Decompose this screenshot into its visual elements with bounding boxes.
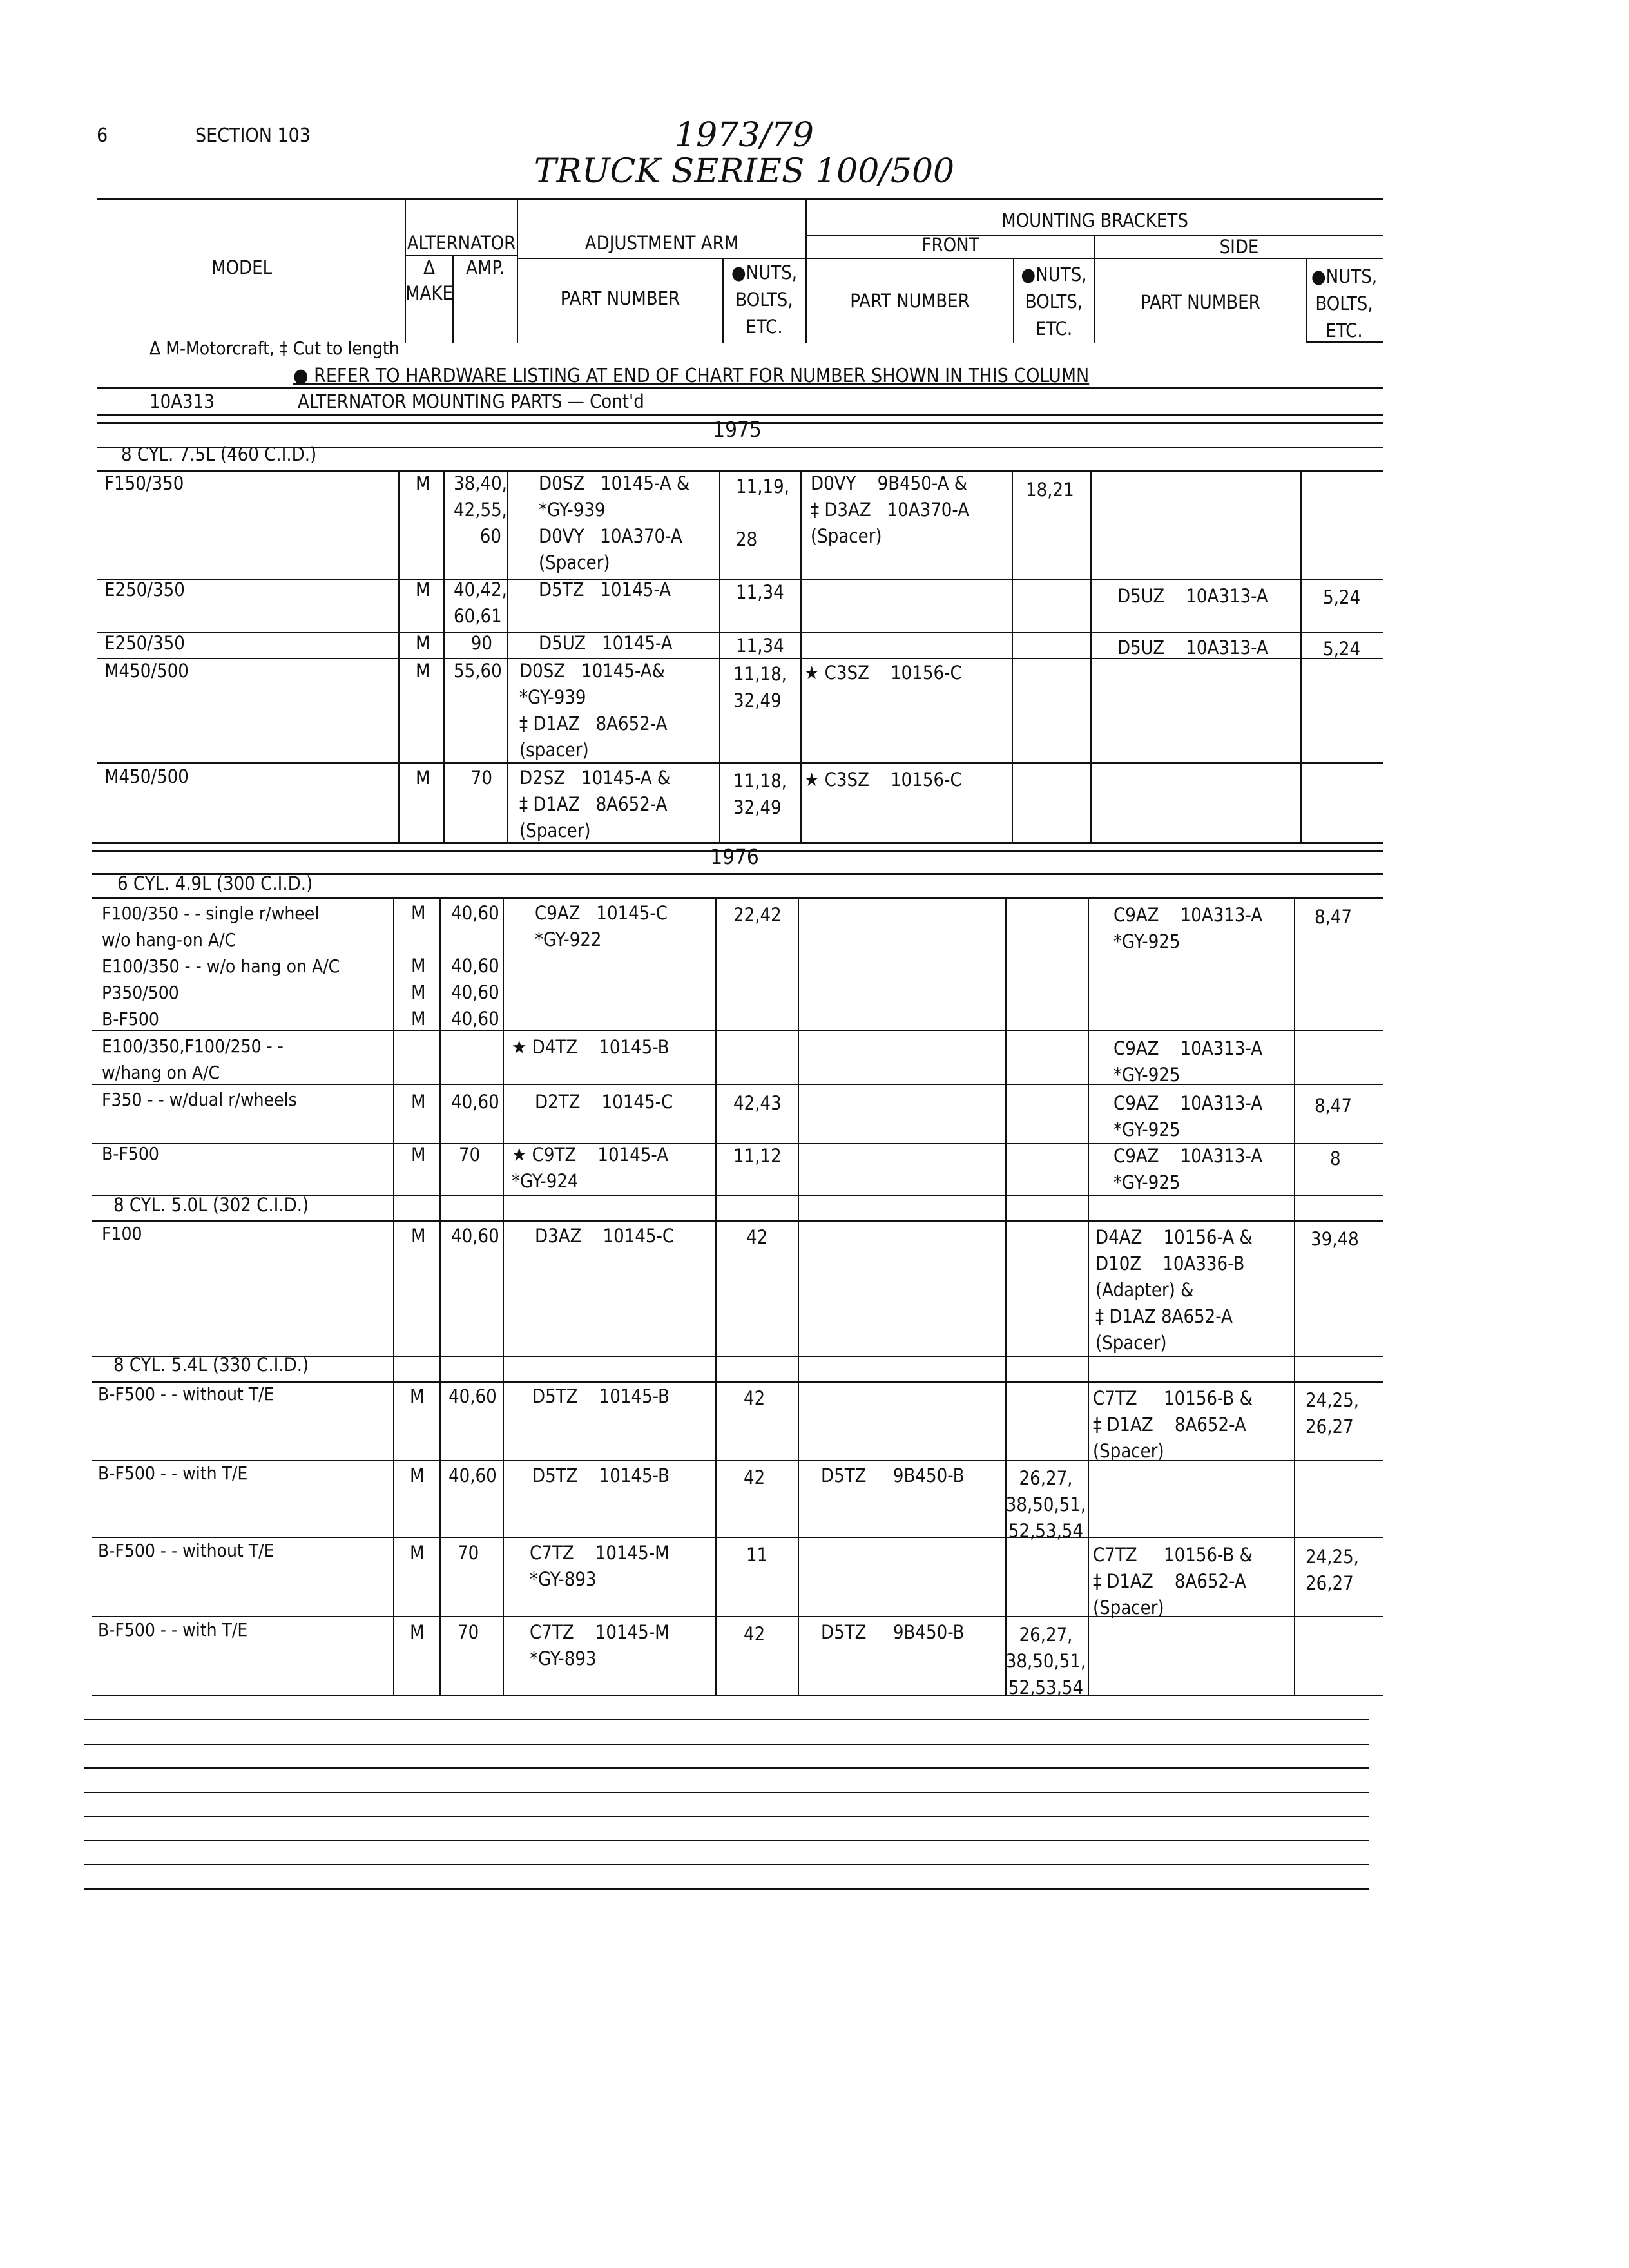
row-rule (97, 762, 1383, 764)
col-adj-nuts: ●NUTS, BOLTS, ETC. (731, 262, 798, 338)
page-number: 6 (97, 124, 108, 147)
adj-nuts-cell: 11,18, 32,49 (733, 663, 787, 711)
blank-rule (84, 1767, 1369, 1769)
adj-nuts-cell: 11,12 (733, 1145, 782, 1167)
col-line (798, 897, 799, 1696)
rule (97, 470, 1383, 472)
row-rule (92, 1695, 1383, 1696)
engine-1976-c: 8 CYL. 5.4L (330 C.I.D.) (113, 1354, 309, 1376)
front-part-cell: D5TZ 9B450-B (821, 1465, 965, 1486)
blank-rule (84, 1864, 1369, 1865)
amp-cell: 40,60 40,60 40,60 40,60 (451, 902, 499, 1030)
side-nuts-cell: 5,24 (1323, 638, 1361, 660)
col-line (800, 470, 802, 842)
make-cell: M (410, 1542, 425, 1564)
model-cell: E100/350,F100/250 - - w/hang on A/C (102, 1035, 284, 1083)
side-nuts-cell: 39,48 (1311, 1228, 1359, 1250)
amp-cell: 40,42, 60,61 (454, 579, 507, 627)
amp-cell: 40,60 (448, 1385, 497, 1407)
model-cell: F100 (102, 1223, 142, 1244)
side-part-cell: C9AZ 10A313-A *GY-925 (1113, 1037, 1263, 1086)
side-part-cell: C9AZ 10A313-A *GY-925 (1113, 904, 1263, 952)
side-nuts-cell: 8,47 (1315, 1095, 1353, 1117)
header-rule (405, 255, 517, 256)
front-part-cell: D0VY 9B450-A & ‡ D3AZ 10A370-A (Spacer) (811, 472, 970, 547)
make-cell: M (410, 1621, 425, 1643)
legend-line1: Δ M-Motorcraft, ‡ Cut to length (149, 338, 400, 359)
col-adj-part-number: PART NUMBER (560, 287, 680, 309)
side-nuts-cell: 24,25, 26,27 (1306, 1389, 1359, 1437)
amp-cell: 55,60 (454, 660, 502, 682)
front-part-cell: ★ C3SZ 10156-C (804, 662, 962, 684)
make-cell: M M M M (411, 902, 426, 1030)
side-nuts-cell: 5,24 (1323, 586, 1361, 608)
blank-rule (84, 1840, 1369, 1841)
side-part-cell: C9AZ 10A313-A *GY-925 (1113, 1092, 1263, 1140)
side-part-cell: C7TZ 10156-B & ‡ D1AZ 8A652-A (Spacer) (1093, 1387, 1253, 1462)
legend-line2: ● REFER TO HARDWARE LISTING AT END OF CHART FOR NUMBER SHOWN IN THIS COLUMN (293, 365, 1090, 387)
group-name: ALTERNATOR MOUNTING PARTS — Cont'd (298, 390, 644, 412)
front-nuts-cell: 18,21 (1026, 479, 1074, 501)
col-side-nuts: ●NUTS, BOLTS, ETC. (1311, 265, 1378, 341)
make-cell: M (411, 1225, 426, 1247)
col-line (398, 470, 400, 842)
amp-cell: 70 (459, 1144, 481, 1166)
amp-cell: 38,40, 42,55, 60 (454, 472, 507, 547)
front-nuts-cell: 26,27, 38,50,51, 52,53,54 (1005, 1467, 1086, 1542)
row-rule (92, 1537, 1383, 1538)
side-nuts-cell: 8 (1330, 1148, 1341, 1169)
col-mounting-brackets: MOUNTING BRACKETS (1001, 209, 1188, 231)
model-cell: B-F500 - - without T/E (98, 1540, 275, 1561)
col-line (1005, 897, 1007, 1696)
amp-cell: 90 (470, 632, 492, 654)
model-cell: E250/350 (104, 632, 185, 654)
model-cell: B-F500 - - without T/E (98, 1383, 275, 1405)
col-line (1300, 470, 1302, 842)
amp-cell: 40,60 (451, 1225, 499, 1247)
adj-part-cell: D0SZ 10145-A & *GY-939 D0VY 10A370-A (Spacer) (539, 472, 690, 573)
blank-rule (84, 1816, 1369, 1817)
col-adjustment-arm: ADJUSTMENT ARM (584, 232, 739, 254)
col-line (393, 897, 394, 1696)
col-line (1088, 897, 1089, 1696)
col-make: MAKE (405, 282, 453, 304)
adj-part-cell: D3AZ 10145-C (535, 1225, 675, 1247)
make-cell: M (416, 472, 430, 494)
group-code: 10A313 (149, 390, 215, 412)
row-rule (92, 1381, 1383, 1383)
year-1975: 1975 (713, 417, 762, 442)
rule (92, 897, 1383, 899)
col-model: MODEL (211, 256, 273, 278)
rule (97, 414, 1383, 416)
col-line (1294, 897, 1295, 1696)
adj-part-cell: C9AZ 10145-C *GY-922 (535, 902, 668, 950)
adj-part-cell: D5UZ 10145-A (539, 632, 673, 654)
make-cell: M (411, 1144, 426, 1166)
amp-cell: 70 (458, 1621, 479, 1643)
col-line (1012, 470, 1013, 842)
adj-nuts-cell: 42 (744, 1466, 766, 1488)
col-front-nuts: ●NUTS, BOLTS, ETC. (1021, 264, 1087, 340)
blank-rule (84, 1888, 1369, 1890)
adj-nuts-cell: 42,43 (733, 1092, 782, 1114)
side-part-cell: D5UZ 10A313-A (1117, 637, 1268, 658)
side-part-cell: C7TZ 10156-B & ‡ D1AZ 8A652-A (Spacer) (1093, 1544, 1253, 1619)
blank-rule (84, 1719, 1369, 1720)
col-side: SIDE (1219, 236, 1259, 258)
col-line (443, 470, 445, 842)
make-cell: M (416, 632, 430, 654)
adj-nuts-cell: 11 (746, 1544, 768, 1566)
amp-cell: 70 (458, 1542, 479, 1564)
col-side-part-number: PART NUMBER (1141, 291, 1260, 313)
model-cell: F350 - - w/dual r/wheels (102, 1089, 297, 1110)
col-line (439, 897, 441, 1696)
col-line (503, 897, 504, 1696)
rule (97, 387, 1383, 389)
col-line (507, 470, 508, 842)
adj-nuts-cell: 11,34 (736, 635, 784, 657)
col-front-part-number: PART NUMBER (850, 290, 970, 312)
model-cell: E250/350 (104, 579, 185, 601)
blank-rule (84, 1792, 1369, 1793)
model-cell: B-F500 - - with T/E (98, 1619, 248, 1640)
page-title-line2: TRUCK SERIES 100/500 (534, 152, 955, 191)
adj-nuts-cell: 42 (744, 1387, 766, 1409)
side-part-cell: C9AZ 10A313-A *GY-925 (1113, 1145, 1263, 1193)
blank-rule (84, 1744, 1369, 1745)
adj-part-cell: C7TZ 10145-M *GY-893 (530, 1542, 670, 1590)
adj-nuts-cell: 42 (744, 1623, 766, 1645)
model-cell: F100/350 - - single r/wheel w/o hang-on A/C E100/350 - - w/o hang on A/C P350/500 B-F500 (102, 903, 340, 1030)
col-alternator: ALTERNATOR (407, 232, 516, 254)
engine-1976-a: 6 CYL. 4.9L (300 C.I.D.) (117, 872, 313, 894)
col-line (715, 897, 717, 1696)
header-divider (517, 198, 518, 343)
make-cell: M (410, 1465, 425, 1486)
adj-part-cell: D2TZ 10145-C (535, 1091, 673, 1113)
year-1976: 1976 (710, 844, 759, 869)
make-cell: M (416, 767, 430, 789)
adj-part-cell: D5TZ 10145-B (532, 1385, 670, 1407)
model-cell: M450/500 (104, 765, 189, 787)
adj-part-cell: D5TZ 10145-B (532, 1465, 670, 1486)
col-front: FRONT (921, 234, 979, 256)
model-cell: B-F500 (102, 1143, 159, 1164)
section-label: SECTION 103 (195, 124, 311, 147)
col-make-symbol: Δ (423, 256, 435, 278)
front-part-cell: ★ C3SZ 10156-C (804, 769, 962, 791)
side-nuts-cell: 24,25, 26,27 (1306, 1546, 1359, 1594)
adj-nuts-cell: 11,18, 32,49 (733, 770, 787, 818)
amp-cell: 70 (470, 767, 492, 789)
col-line (1090, 470, 1092, 842)
adj-nuts-cell: 11,34 (736, 581, 784, 603)
make-cell: M (410, 1385, 425, 1407)
header-top-rule (97, 198, 1383, 200)
amp-cell: 40,60 (448, 1465, 497, 1486)
adj-part-cell: ★ C9TZ 10145-A *GY-924 (512, 1144, 669, 1192)
adj-part-cell: D2SZ 10145-A & ‡ D1AZ 8A652-A (Spacer) (519, 767, 671, 841)
model-cell: F150/350 (104, 472, 184, 494)
adj-nuts-cell: 11,19, 28 (736, 476, 789, 550)
front-nuts-cell: 26,27, 38,50,51, 52,53,54 (1005, 1624, 1086, 1698)
adj-nuts-cell: 42 (746, 1226, 768, 1248)
side-part-cell: D4AZ 10156-A & D10Z 10A336-B (Adapter) & ‡ D1AZ 8A652-A (Spacer) (1095, 1226, 1253, 1354)
amp-cell: 40,60 (451, 1091, 499, 1113)
make-cell: M (416, 579, 430, 601)
engine-1975: 8 CYL. 7.5L (460 C.I.D.) (121, 443, 317, 465)
engine-1976-b: 8 CYL. 5.0L (302 C.I.D.) (113, 1194, 309, 1216)
row-rule (92, 1220, 1383, 1222)
adj-part-cell: ★ D4TZ 10145-B (512, 1036, 670, 1058)
side-part-cell: D5UZ 10A313-A (1117, 585, 1268, 607)
adj-part-cell: D0SZ 10145-A& *GY-939 ‡ D1AZ 8A652-A (spacer) (519, 660, 668, 761)
make-cell: M (411, 1091, 426, 1113)
model-cell: M450/500 (104, 660, 189, 682)
adj-part-cell: C7TZ 10145-M *GY-893 (530, 1621, 670, 1669)
adj-part-cell: D5TZ 10145-A (539, 579, 671, 601)
side-nuts-cell: 8,47 (1315, 906, 1353, 928)
col-line (719, 470, 720, 842)
page-title-line1: 1973/79 (674, 116, 815, 155)
header-rule (1306, 341, 1383, 343)
front-part-cell: D5TZ 9B450-B (821, 1621, 965, 1643)
make-cell: M (416, 660, 430, 682)
col-amp: AMP. (466, 256, 505, 278)
adj-nuts-cell: 22,42 (733, 904, 782, 926)
header-rule (517, 258, 1383, 259)
model-cell: B-F500 - - with T/E (98, 1463, 248, 1484)
